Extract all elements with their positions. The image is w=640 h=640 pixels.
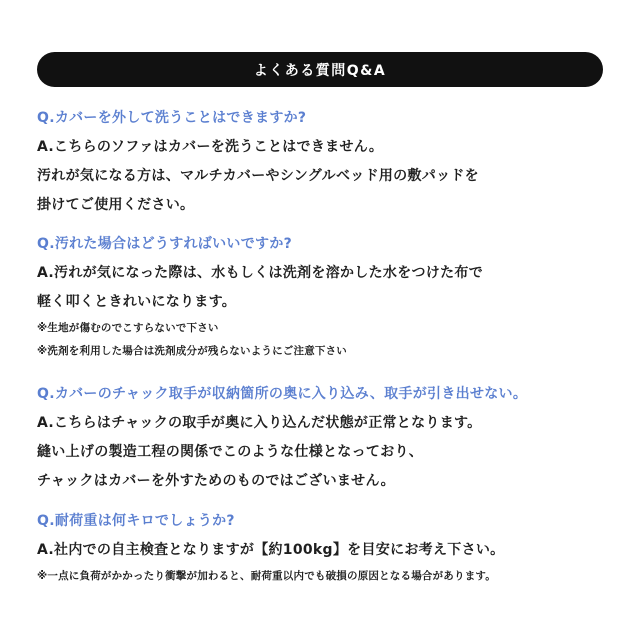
question: Q.カバーを外して洗うことはできますか?: [37, 110, 307, 126]
faq-item-stain: [37, 234, 617, 367]
faq-item-wash-cover: [37, 108, 617, 224]
answer-line: A.こちらのソファはカバーを洗うことはできません。: [37, 139, 384, 155]
answer-line: 縫い上げの製造工程の関係でこのような仕様となっており、: [37, 444, 424, 460]
note: ※洗剤を利用した場合は洗剤成分が残らないようにご注意下さい: [37, 345, 348, 357]
answer-line: 軽く叩くときれいになります。: [37, 294, 237, 310]
faq-title: よくある質問Q&A: [253, 62, 387, 79]
note: ※一点に負荷がかかったり衝撃が加わると、耐荷重以内でも破損の原因となる場合があります。: [37, 570, 496, 582]
answer-line: A.こちらはチャックの取手が奥に入り込んだ状態が正常となります。: [37, 415, 482, 431]
answer-line: A.汚れが気になった際は、水もしくは洗剤を溶かした水をつけた布で: [37, 265, 484, 281]
note: ※生地が傷むのでこすらないで下さい: [37, 322, 219, 334]
faq-header-bar: [37, 52, 603, 87]
answer-line: 汚れが気になる方は、マルチカバーやシングルベッド用の敷パッドを: [37, 168, 479, 184]
answer-line: チャックはカバーを外すためのものではございません。: [37, 473, 395, 489]
answer-line: 掛けてご使用ください。: [37, 197, 195, 213]
question: Q.耐荷重は何キロでしょうか?: [37, 513, 235, 529]
faq-item-zipper: [37, 384, 617, 500]
question: Q.汚れた場合はどうすればいいですか?: [37, 236, 293, 252]
answer-line: A.社内での自主検査となりますが【約100kg】を目安にお考え下さい。: [37, 542, 505, 558]
question: Q.カバーのチャック取手が収納箇所の奥に入り込み、取手が引き出せない。: [37, 386, 528, 402]
faq-item-load-capacity: [37, 511, 617, 592]
